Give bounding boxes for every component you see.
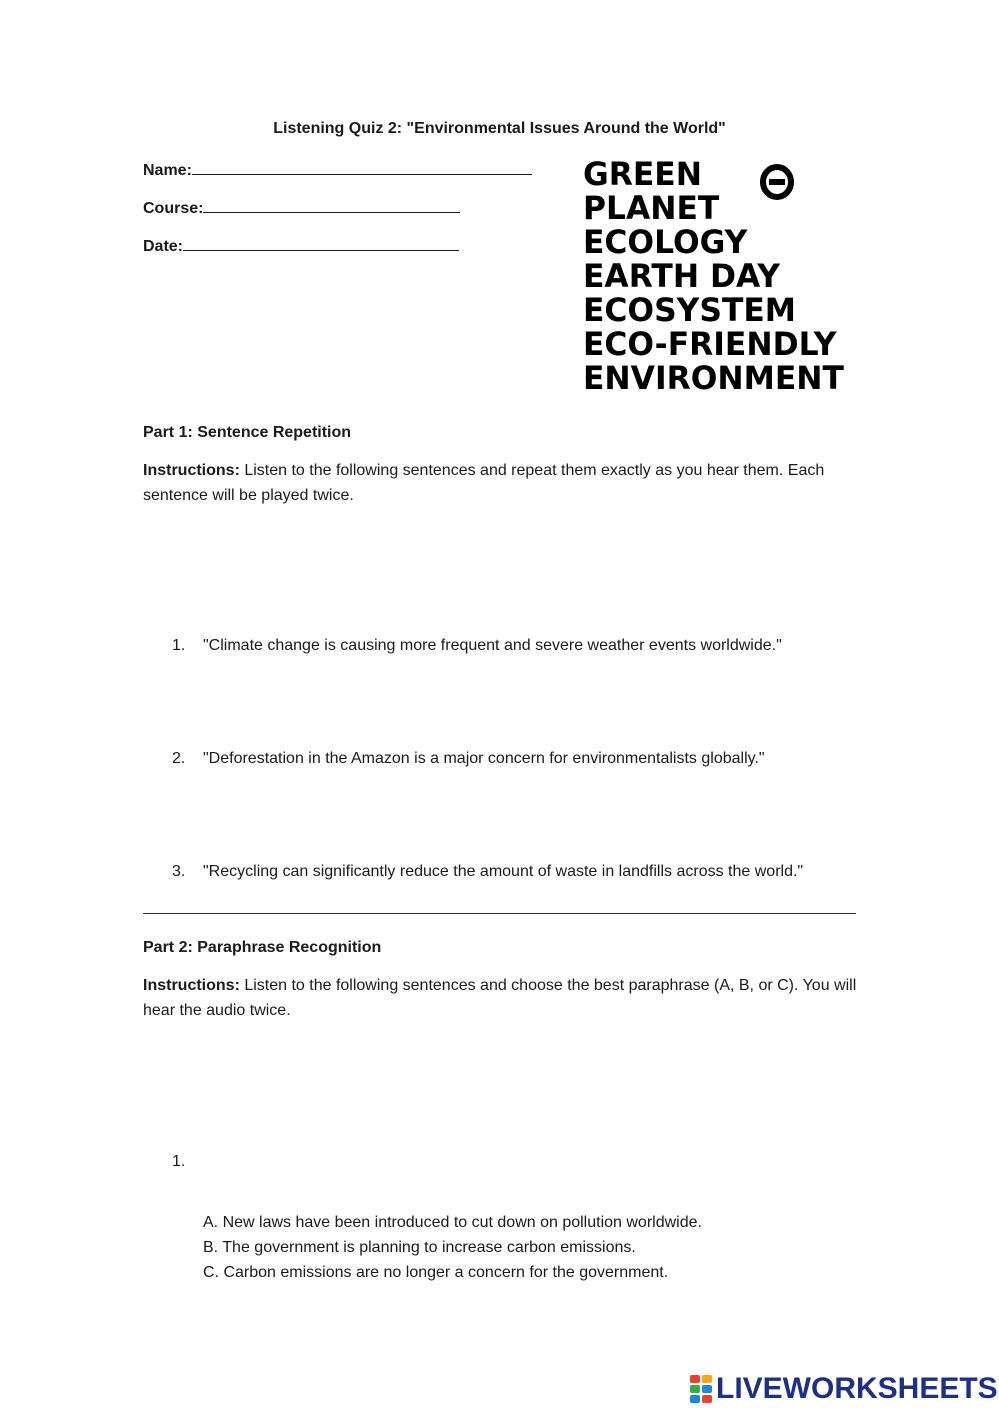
part1-instructions [143,458,859,508]
part1-instructions-text: Listen to the following sentences and repeat them exactly as you hear them. Each sentence will be played twice. [143,462,825,504]
logo-mark-icon [690,1375,712,1403]
item-number: 2. [172,750,186,767]
wordart-line: GREEN [583,155,702,193]
item-number: 3. [172,863,186,880]
wordart-line: ECOSYSTEM [583,291,796,329]
date-label: Date: [143,238,184,255]
course-label: Course: [143,200,204,217]
liveworksheets-logo [690,1372,998,1406]
item-text: "Climate change is causing more frequent and severe weather events worldwide." [203,637,782,654]
option-c[interactable]: C. Carbon emissions are no longer a concern for the government. [203,1264,669,1281]
list-item [172,637,782,655]
item-text: "Recycling can significantly reduce the amount of waste in landfills across the world." [203,863,804,880]
power-icon [756,158,798,200]
list-item [172,750,765,768]
part2-instructions [143,973,859,1023]
date-blank[interactable] [183,236,459,251]
list-item [172,863,803,881]
wordart-line: ECOLOGY [583,223,748,261]
page-title: Listening Quiz 2: "Environmental Issues Around the World" [273,120,726,137]
question-number: 1. [172,1153,186,1170]
eco-wordart [583,157,849,395]
item-number: 1. [172,637,186,654]
part1-heading: Part 1: Sentence Repetition [143,424,352,441]
course-blank[interactable] [203,198,460,213]
wordart-line: PLANET [583,189,720,227]
part2-heading: Part 2: Paraphrase Recognition [143,939,382,956]
wordart-line: EARTH DAY [583,257,780,295]
item-text: "Deforestation in the Amazon is a major concern for environmentalists globally." [203,750,765,767]
option-a[interactable]: A. New laws have been introduced to cut down on pollution worldwide. [203,1214,702,1231]
name-field[interactable] [143,160,532,180]
wordart-line: ECO-FRIENDLY [583,325,837,363]
part2-instructions-text: Listen to the following sentences and choose the best paraphrase (A, B, or C). You will hear the audio twice. [143,977,857,1019]
option-b[interactable]: B. The government is planning to increase carbon emissions. [203,1239,636,1256]
wordart-line: ENVIRONMENT [583,359,844,397]
name-label: Name: [143,162,192,179]
name-blank[interactable] [192,160,532,175]
part2-instructions-label: Instructions: [143,977,240,994]
logo-brand-text: LIVEWORKSHEETS [716,1372,998,1405]
date-field[interactable] [143,236,459,256]
part1-instructions-label: Instructions: [143,462,240,479]
section-divider [143,913,856,914]
course-field[interactable] [143,198,460,218]
